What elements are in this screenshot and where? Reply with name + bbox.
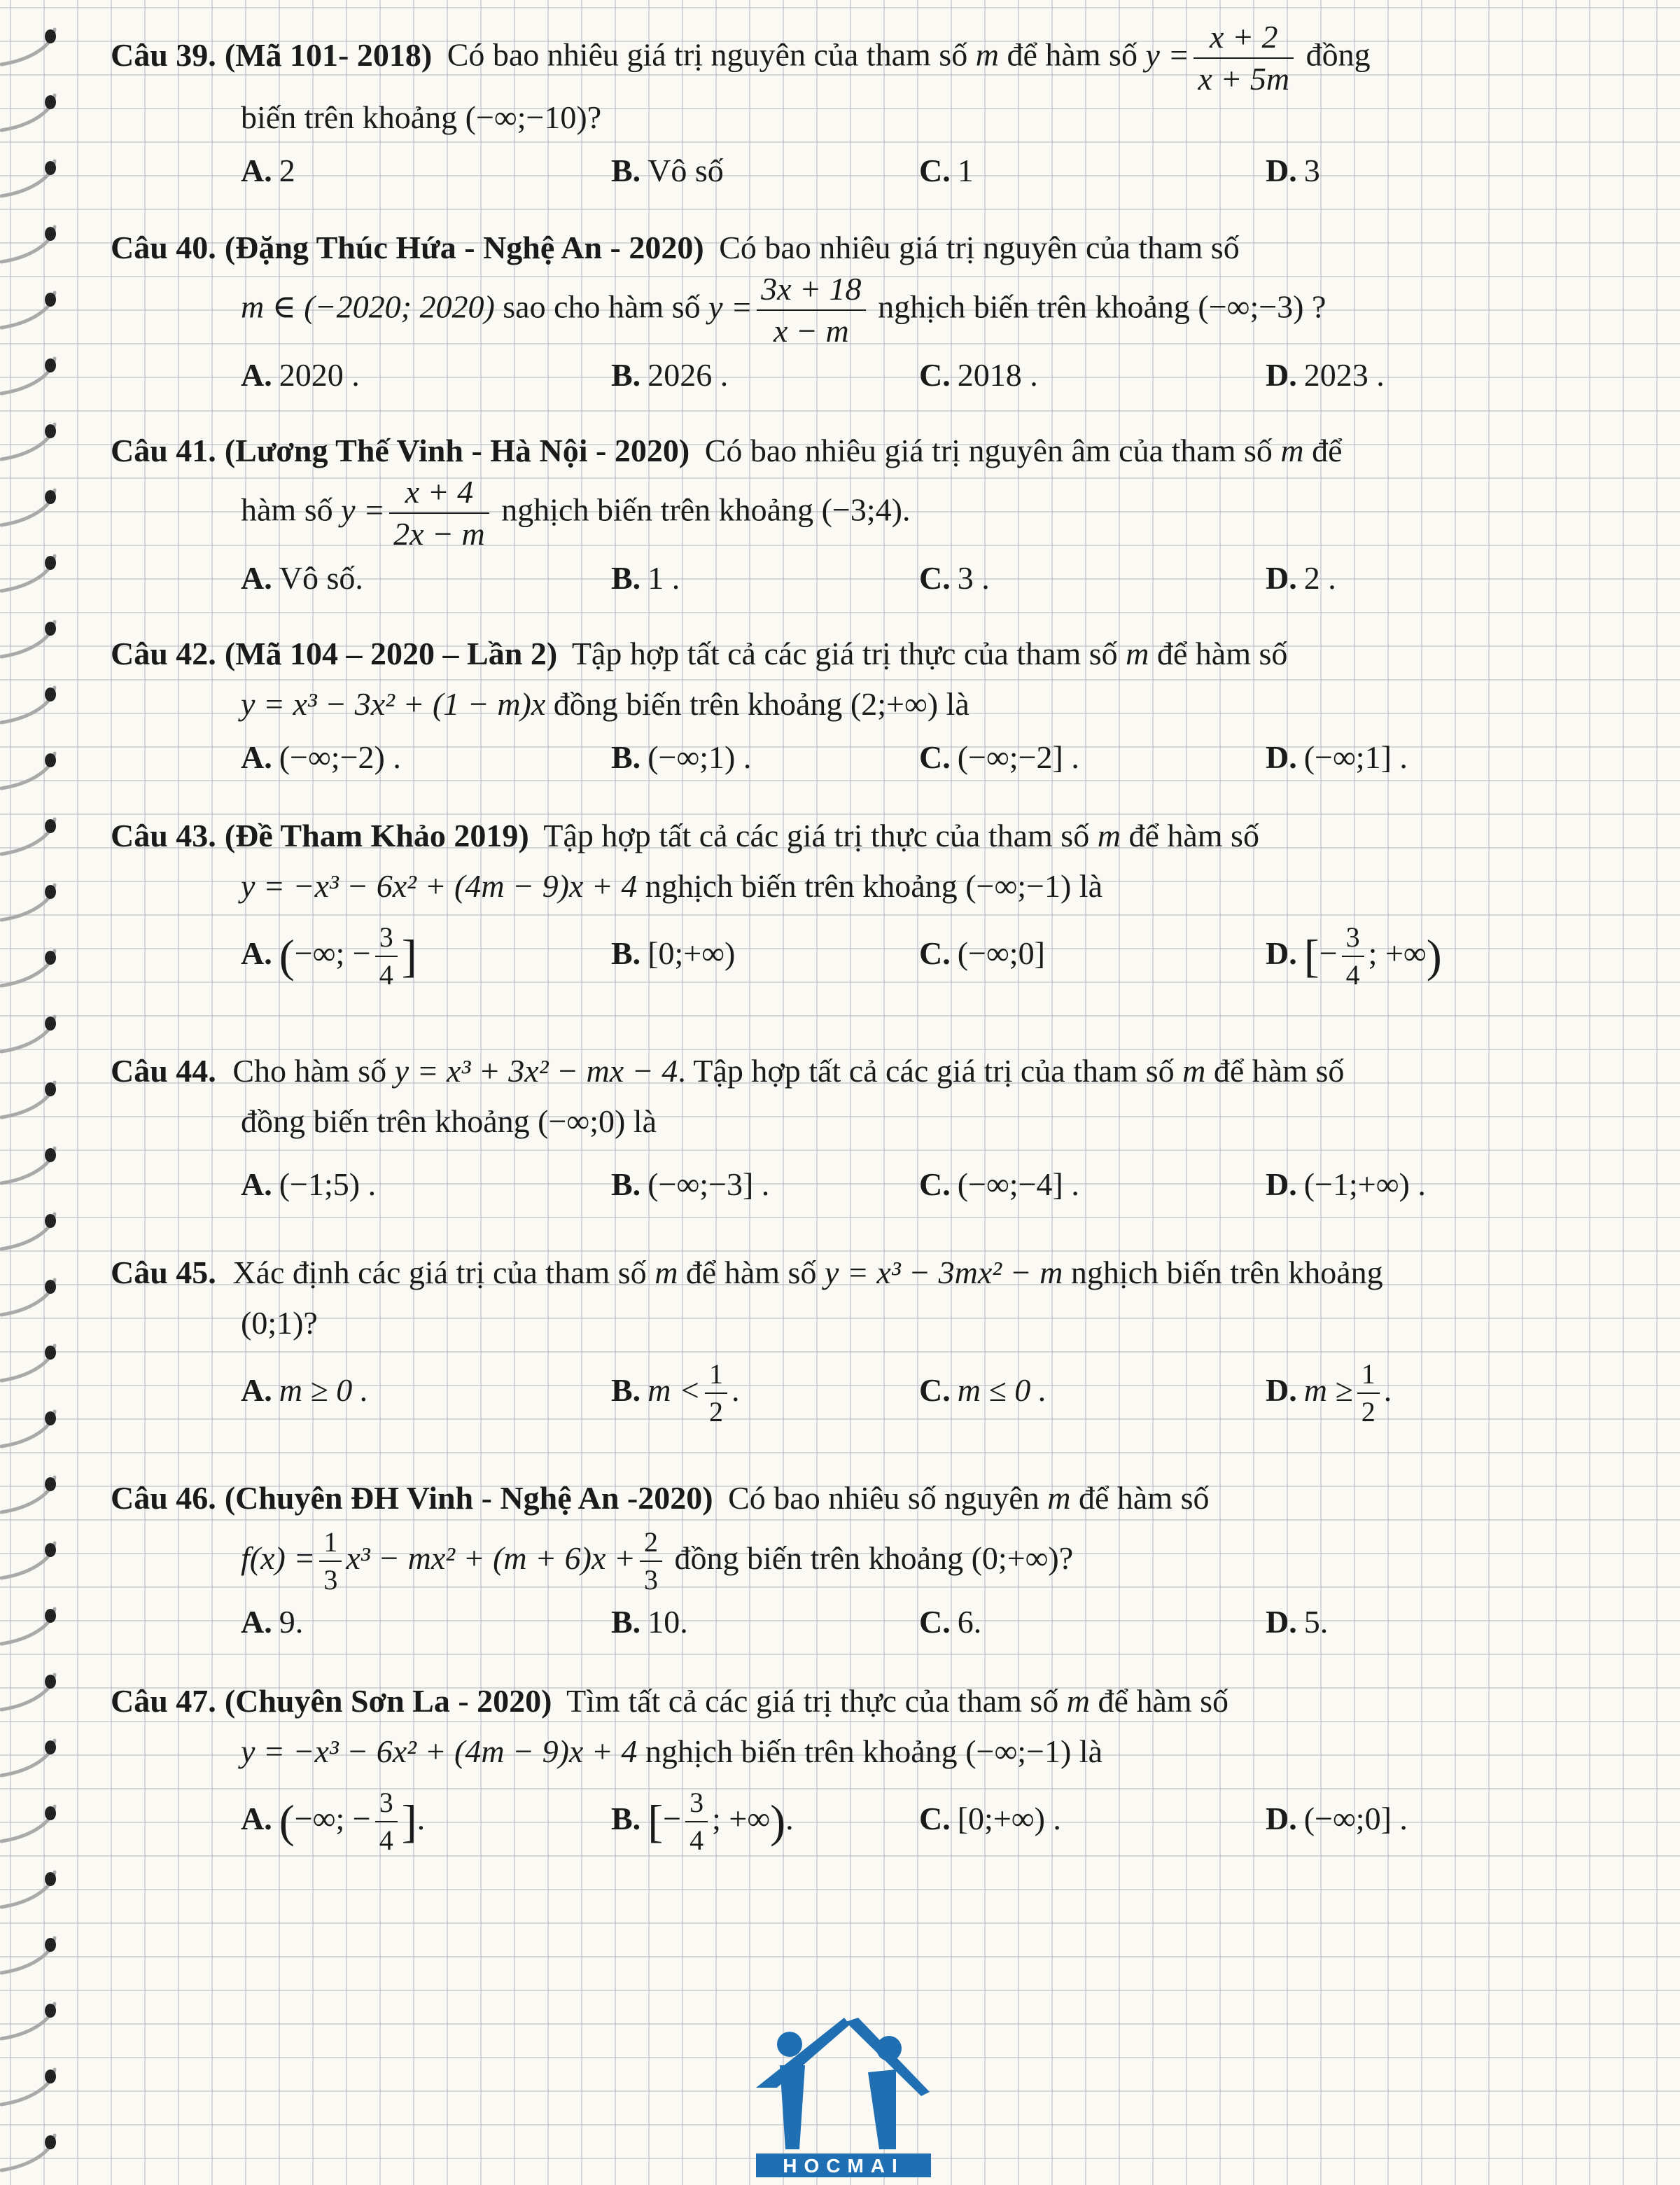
interval: (−∞;−10): [465, 99, 587, 135]
worksheet: [111, 0, 1532, 2185]
option-a[interactable]: A. (−∞;−2) .: [241, 739, 401, 775]
function-fraction: $\frac{x + 2}{x + 5m}$: [1194, 21, 1294, 95]
spiral-hole: [45, 1411, 56, 1425]
option-b[interactable]: B. 1 .: [611, 560, 680, 596]
spiral-hole: [45, 2069, 56, 2083]
options: [111, 347, 1532, 403]
question-47: Câu 47. (Chuyên Sơn La - 2020) Tìm tất cả các giá trị thực của tham số m để hàm số y = −x³ − 6x² + (4m − 9)x + 4 nghịch biến trên khoảng (−∞;−1) là A. (−∞; − $\frac{3}{4}$ ]. B. [− $\frac{3}{4}$ ; +∞). C. [0;+∞) . D. (−∞;0] .: [111, 1676, 1532, 1861]
spiral-hole: [45, 885, 56, 899]
logo-figure-body-left: [780, 2065, 805, 2149]
option-c[interactable]: C. (−∞;0]: [919, 935, 1045, 971]
question-45: Câu 45. Xác định các giá trị của tham số m để hàm số y = x³ − 3mx² − m nghịch biến trên khoảng (0;1)? A. m ≥ 0 . B. m < $\frac{1}{2}$ . C. m ≤ 0 . D. m ≥ $\frac{1}{2}$ .: [111, 1248, 1532, 1432]
spiral-hole: [45, 424, 56, 438]
question-43: Câu 43. (Đề Tham Khảo 2019) Tập hợp tất cả các giá trị thực của tham số m để hàm số y = −x³ − 6x² + (4m − 9)x + 4 nghịch biến trên khoảng (−∞;−1) là A. (−∞; − $\frac{3}{4}$ ] B. [0;+∞) C. (−∞;0] D. [− $\frac{3}{4}$ ; +∞): [111, 811, 1532, 996]
spiral-hole: [45, 1477, 56, 1491]
spiral-hole: [45, 2135, 56, 2149]
interval: (−3;4).: [821, 491, 911, 528]
spiral-hole: [45, 1675, 56, 1689]
spiral-hole: [45, 1082, 56, 1096]
spiral-hole: [45, 951, 56, 965]
options: [111, 730, 1532, 786]
question-41: Câu 41. (Lương Thế Vinh - Hà Nội - 2020) Có bao nhiêu giá trị nguyên âm của tham số m để hàm số y = $\frac{x + 4}{2x - m}$ nghịch biến trên khoảng (−3;4). A. Vô số. B. 1 . C. 3 . D. 2 .: [111, 426, 1532, 606]
logo-figure-head-left: [777, 2032, 802, 2057]
question-44: Câu 44. Cho hàm số y = x³ + 3x² − mx − 4. Tập hợp tất cả các giá trị của tham số m để hàm số đồng biến trên khoảng (−∞;0) là A. (−1;5) . B. (−∞;−3] . C. (−∞;−4] . D. (−1;+∞) .: [111, 1046, 1532, 1213]
question-number: Câu 47.: [111, 1683, 216, 1719]
function: y = −x³ − 6x² + (4m − 9)x + 4: [241, 868, 638, 904]
option-c[interactable]: C. (−∞;−4] .: [919, 1166, 1079, 1202]
options: [111, 1777, 1532, 1861]
question-source: (Mã 101- 2018): [224, 36, 433, 73]
question-source: (Chuyên Sơn La - 2020): [224, 1683, 552, 1719]
question-number: Câu 40.: [111, 230, 216, 265]
spiral-hole: [45, 227, 56, 241]
option-d[interactable]: D. (−∞;0] .: [1266, 1801, 1408, 1836]
function-fraction: $\frac{3x + 18}{x - m}$: [757, 273, 865, 347]
question-source: (Đề Tham Khảo 2019): [224, 818, 529, 853]
spiral-hole: [45, 490, 56, 504]
interval: (−∞;−1): [965, 868, 1072, 904]
spiral-hole: [45, 29, 56, 43]
notebook-spiral: [0, 0, 77, 2185]
option-a[interactable]: A. Vô số.: [241, 560, 363, 596]
spiral-hole: [45, 753, 56, 767]
question-40: Câu 40. (Đặng Thúc Hứa - Nghệ An - 2020) Có bao nhiêu giá trị nguyên của tham số m ∈ (−2020; 2020) sao cho hàm số y = $\frac{3x + 18}{x - m}$ nghịch biến trên khoảng (−∞;−3) ? A. 2020 . B. 2026 . C. 2018 . D. 2023 .: [111, 223, 1532, 403]
spiral-hole: [45, 1938, 56, 1952]
option-a[interactable]: A. 2: [241, 153, 295, 188]
question-39: Câu 39. (Mã 101- 2018) Có bao nhiêu giá trị nguyên của tham số m để hàm số y = $\frac{x + 2}{x + 5m}$ đồng biến trên khoảng (−∞;−10)? A. 2 B. Vô số C. 1 D. 3: [111, 21, 1532, 199]
option-d[interactable]: D. (−1;+∞) .: [1266, 1166, 1426, 1202]
option-c[interactable]: C. 6.: [919, 1604, 982, 1640]
question-number: Câu 39.: [111, 36, 216, 73]
question-number: Câu 42.: [111, 636, 216, 671]
option-d[interactable]: D. [− $\frac{3}{4}$ ; +∞): [1266, 921, 1442, 991]
spiral-hole: [45, 1543, 56, 1557]
question-source: (Đặng Thúc Hứa - Nghệ An - 2020): [224, 230, 704, 265]
function: f(x) = $\frac{1}{3}$ x³ − mx² + (m + 6)x + $\frac{2}{3}$: [241, 1540, 666, 1576]
option-a[interactable]: A. 9.: [241, 1604, 304, 1640]
function-fraction: $\frac{x + 4}{2x - m}$: [389, 476, 489, 550]
question-number: Câu 41.: [111, 433, 216, 468]
question-number: Câu 46.: [111, 1480, 216, 1516]
spiral-hole: [45, 1148, 56, 1162]
option-d[interactable]: D. 2 .: [1266, 560, 1336, 596]
spiral-hole: [45, 1280, 56, 1294]
interval: (−∞;−3): [1198, 288, 1304, 325]
spiral-hole: [45, 556, 56, 570]
function: y = x³ − 3x² + (1 − m)x: [241, 686, 546, 722]
options: [111, 912, 1532, 996]
option-a[interactable]: A. (−1;5) .: [241, 1166, 377, 1202]
option-b[interactable]: B. [0;+∞): [611, 935, 736, 971]
spiral-hole: [45, 161, 56, 175]
option-b[interactable]: B. [− $\frac{3}{4}$ ; +∞).: [611, 1787, 794, 1857]
spiral-hole: [45, 1609, 56, 1623]
option-b[interactable]: B. (−∞;−3] .: [611, 1166, 770, 1202]
option-a[interactable]: A. m ≥ 0 .: [241, 1372, 369, 1408]
option-b[interactable]: B. 2026 .: [611, 357, 729, 393]
spiral-hole: [45, 1346, 56, 1360]
options: [111, 143, 1532, 199]
spiral-hole: [45, 1017, 56, 1031]
options: [111, 550, 1532, 606]
spiral-hole: [45, 1214, 56, 1228]
option-b[interactable]: B. (−∞;1) .: [611, 739, 752, 775]
option-c[interactable]: C. 2018 .: [919, 357, 1038, 393]
question-number: Câu 43.: [111, 818, 216, 853]
option-b[interactable]: B. 10.: [611, 1604, 688, 1640]
option-d[interactable]: D. 3: [1266, 153, 1320, 188]
question-source: (Chuyên ĐH Vinh - Nghệ An -2020): [224, 1480, 713, 1516]
spiral-hole: [45, 1740, 56, 1754]
question-46: Câu 46. (Chuyên ĐH Vinh - Nghệ An -2020) Có bao nhiêu số nguyên m để hàm số f(x) = $\frac{1}{3}$ x³ − mx² + (m + 6)x + $\frac{2}{3}$ đồng biến trên khoảng (0;+∞)? A. 9. B. 10. C. 6. D. 5.: [111, 1473, 1532, 1650]
option-c[interactable]: C. m ≤ 0 .: [919, 1372, 1047, 1408]
option-c[interactable]: C. 1: [919, 153, 974, 188]
logo-figure-body-right: [868, 2069, 896, 2149]
function: y = x³ + 3x² − mx − 4: [394, 1053, 678, 1089]
function: y = −x³ − 6x² + (4m − 9)x + 4: [241, 1733, 638, 1769]
option-d[interactable]: D. 2023 .: [1266, 357, 1385, 393]
option-a[interactable]: A. (−∞; − $\frac{3}{4}$ ]: [241, 921, 417, 991]
question-number: Câu 45.: [111, 1255, 216, 1290]
interval: (0;1): [241, 1305, 304, 1341]
spiral-hole: [45, 95, 56, 109]
options: [111, 1594, 1532, 1650]
question-source: (Lương Thế Vinh - Hà Nội - 2020): [224, 433, 690, 468]
question-42: Câu 42. (Mã 104 – 2020 – Lần 2) Tập hợp tất cả các giá trị thực của tham số m để hàm số y = x³ − 3x² + (1 − m)x đồng biến trên khoảng (2;+∞) là A. (−∞;−2) . B. (−∞;1) . C. (−∞;−2] . D. (−∞;1] .: [111, 629, 1532, 786]
options: [111, 1157, 1532, 1213]
spiral-hole: [45, 358, 56, 372]
option-c[interactable]: C. 3 .: [919, 560, 990, 596]
option-c[interactable]: C. (−∞;−2] .: [919, 739, 1079, 775]
option-a[interactable]: A. (−∞; − $\frac{3}{4}$ ].: [241, 1787, 426, 1857]
options: [111, 1348, 1532, 1432]
question-number: Câu 44.: [111, 1053, 216, 1089]
option-c[interactable]: C. [0;+∞) .: [919, 1801, 1061, 1836]
spiral-hole: [45, 293, 56, 307]
interval: (0;+∞): [971, 1540, 1059, 1576]
logo-text: HOCMAI: [783, 2155, 904, 2177]
interval: (−∞;0): [538, 1103, 626, 1139]
option-a[interactable]: A. 2020 .: [241, 357, 360, 393]
option-d[interactable]: D. (−∞;1] .: [1266, 739, 1408, 775]
spiral-hole: [45, 687, 56, 701]
spiral-hole: [45, 1806, 56, 1820]
function: y = x³ − 3mx² − m: [824, 1255, 1063, 1290]
option-d[interactable]: D. m ≥ $\frac{1}{2}$ .: [1266, 1358, 1392, 1428]
interval: (−∞;−1): [965, 1733, 1072, 1769]
question-source: (Mã 104 – 2020 – Lần 2): [224, 636, 558, 671]
option-b[interactable]: B. m < $\frac{1}{2}$ .: [611, 1358, 740, 1428]
option-b[interactable]: B. Vô số: [611, 153, 724, 188]
interval: (2;+∞): [850, 686, 939, 722]
spiral-hole: [45, 1872, 56, 1886]
spiral-hole: [45, 819, 56, 833]
spiral-hole: [45, 622, 56, 636]
spiral-hole: [45, 2004, 56, 2018]
option-d[interactable]: D. 5.: [1266, 1604, 1329, 1640]
hocmai-logo: [756, 2009, 931, 2177]
